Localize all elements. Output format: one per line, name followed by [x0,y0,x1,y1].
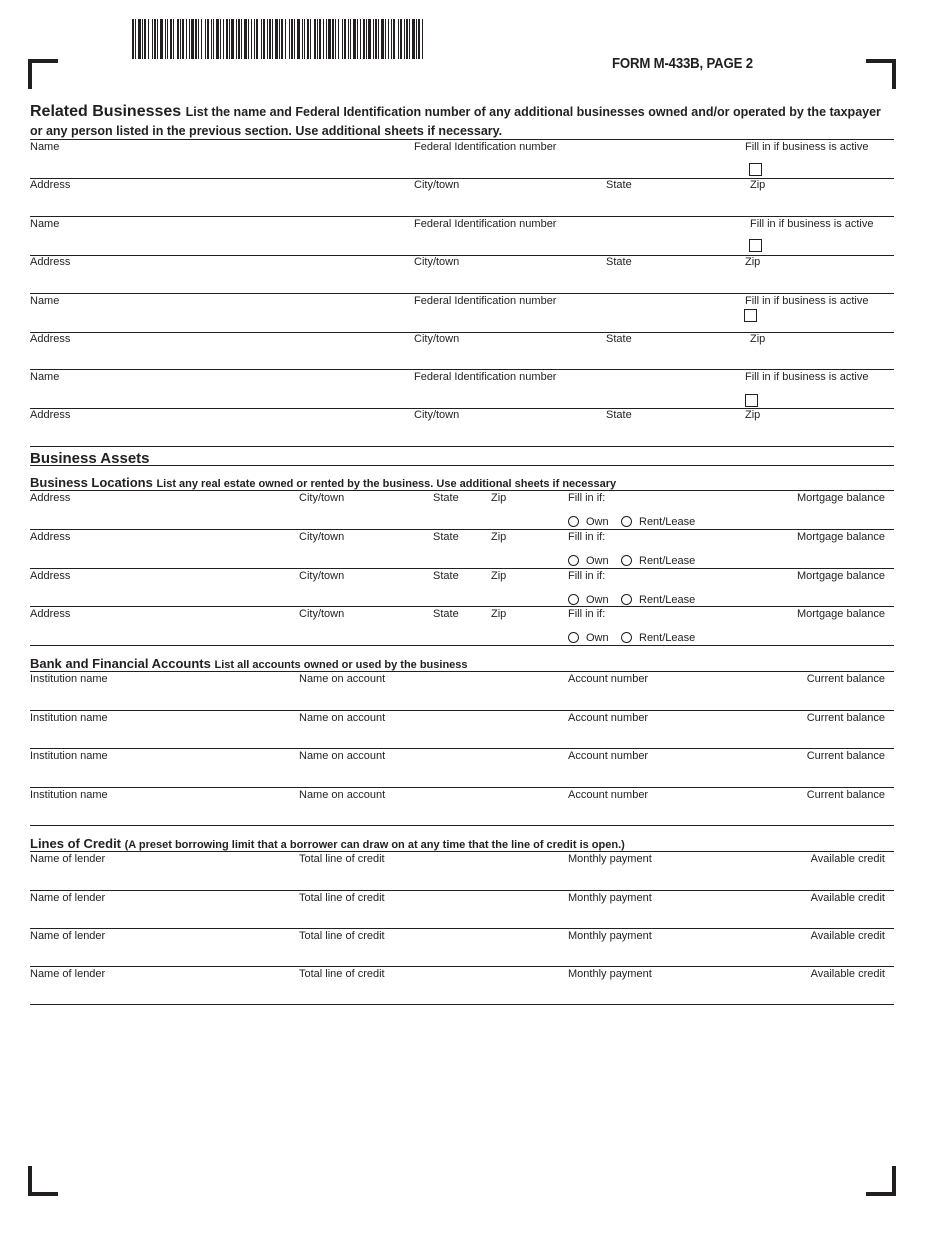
total-credit-label: Total line of credit [299,892,385,904]
state-label: State [433,608,459,620]
institution-name-label: Institution name [30,789,108,801]
address-label: Address [30,608,71,620]
available-credit-label: Available credit [810,892,885,904]
field-rule [30,890,894,891]
lender-label: Name of lender [30,968,106,980]
lender-label: Name of lender [30,892,106,904]
city-label: City/town [299,570,345,582]
related-businesses-title: Related Businesses [30,103,182,120]
business-active-checkbox[interactable] [745,394,758,407]
name-label: Name [30,218,60,230]
related-businesses-desc-2: or any person listed in the previous section. Use additional sheets if necessary. [30,124,503,138]
address-label: Address [30,409,71,421]
corner-mark-top-left [28,59,58,89]
state-label: State [606,409,632,421]
field-rule [30,255,894,256]
field-rule [30,606,894,607]
zip-label: Zip [745,409,761,421]
business-assets-title: Business Assets [30,450,150,467]
zip-label: Zip [491,492,507,504]
account-number-label: Account number [568,789,649,801]
zip-label: Zip [745,256,761,268]
name-on-account-label: Name on account [299,712,386,724]
mortgage-balance-label: Mortgage balance [796,608,885,620]
field-rule [30,1004,894,1005]
name-on-account-label: Name on account [299,750,386,762]
rent-lease-radio[interactable] [621,555,632,566]
account-number-label: Account number [568,673,649,685]
own-radio[interactable] [568,594,579,605]
address-label: Address [30,492,71,504]
available-credit-label: Available credit [810,930,885,942]
mortgage-balance-label: Mortgage balance [796,570,885,582]
monthly-payment-label: Monthly payment [568,930,652,942]
city-label: City/town [299,531,345,543]
fill-in-label: Fill in if: [568,531,606,543]
business-active-checkbox[interactable] [749,163,762,176]
city-label: City/town [414,256,460,268]
monthly-payment-label: Monthly payment [568,968,652,980]
address-label: Address [30,179,71,191]
address-label: Address [30,570,71,582]
own-radio[interactable] [568,632,579,643]
zip-label: Zip [750,179,766,191]
zip-label: Zip [491,608,507,620]
address-label: Address [30,333,71,345]
total-credit-label: Total line of credit [299,853,385,865]
state-label: State [606,256,632,268]
available-credit-label: Available credit [810,968,885,980]
name-label: Name [30,371,60,383]
own-radio[interactable] [568,516,579,527]
corner-mark-bottom-right [866,1166,896,1196]
business-active-checkbox[interactable] [749,239,762,252]
available-credit-label: Available credit [810,853,885,865]
fein-label: Federal Identification number [414,371,557,383]
business-active-label: Fill in if business is active [745,371,869,383]
address-label: Address [30,531,71,543]
field-rule [30,139,894,140]
related-businesses-desc-1: List the name and Federal Identification number of any additional businesses owned and/or operated by the taxpayer [185,105,881,119]
business-locations-heading [30,475,616,490]
business-active-label: Fill in if business is active [745,141,869,153]
current-balance-label: Current balance [806,789,885,801]
field-rule [30,490,894,491]
state-label: State [433,570,459,582]
institution-name-label: Institution name [30,673,108,685]
barcode [132,19,424,59]
name-label: Name [30,141,60,153]
field-rule [30,529,894,530]
mortgage-balance-label: Mortgage balance [796,531,885,543]
rent-lease-label: Rent/Lease [639,632,696,644]
field-rule [30,645,894,646]
own-label: Own [586,632,609,644]
business-locations-title: Business Locations [30,475,153,490]
current-balance-label: Current balance [806,673,885,685]
name-on-account-label: Name on account [299,673,386,685]
own-radio[interactable] [568,555,579,566]
business-active-label: Fill in if business is active [750,218,874,230]
divider [30,446,894,447]
rent-lease-label: Rent/Lease [639,516,696,528]
rent-lease-radio[interactable] [621,594,632,605]
field-rule [30,671,894,672]
city-label: City/town [414,179,460,191]
name-on-account-label: Name on account [299,789,386,801]
business-locations-desc: List any real estate owned or rented by the business. Use additional sheets if necessary [156,478,617,490]
field-rule [30,966,894,967]
lines-of-credit-title: Lines of Credit [30,836,122,851]
account-number-label: Account number [568,712,649,724]
rent-lease-radio[interactable] [621,516,632,527]
lender-label: Name of lender [30,853,106,865]
field-rule [30,825,894,826]
monthly-payment-label: Monthly payment [568,853,652,865]
field-rule [30,369,894,370]
current-balance-label: Current balance [806,750,885,762]
business-active-label: Fill in if business is active [745,295,869,307]
city-label: City/town [299,492,345,504]
fein-label: Federal Identification number [414,141,557,153]
state-label: State [433,492,459,504]
corner-mark-bottom-left [28,1166,58,1196]
lines-of-credit-heading [30,836,625,851]
fill-in-label: Fill in if: [568,570,606,582]
mortgage-balance-label: Mortgage balance [796,492,885,504]
own-label: Own [586,594,609,606]
institution-name-label: Institution name [30,712,108,724]
own-label: Own [586,555,609,567]
fein-label: Federal Identification number [414,295,557,307]
field-rule [30,216,894,217]
zip-label: Zip [750,333,766,345]
form-id: FORM M-433B, PAGE 2 [612,55,753,72]
name-label: Name [30,295,60,307]
related-businesses-heading [30,103,881,121]
city-label: City/town [414,333,460,345]
zip-label: Zip [491,570,507,582]
lender-label: Name of lender [30,930,106,942]
business-active-checkbox[interactable] [744,309,757,322]
field-rule [30,787,894,788]
fein-label: Federal Identification number [414,218,557,230]
state-label: State [433,531,459,543]
city-label: City/town [414,409,460,421]
monthly-payment-label: Monthly payment [568,892,652,904]
field-rule [30,748,894,749]
zip-label: Zip [491,531,507,543]
total-credit-label: Total line of credit [299,968,385,980]
bank-accounts-heading [30,656,468,671]
rent-lease-label: Rent/Lease [639,555,696,567]
city-label: City/town [299,608,345,620]
total-credit-label: Total line of credit [299,930,385,942]
bank-accounts-desc: List all accounts owned or used by the business [214,659,468,671]
bank-accounts-title: Bank and Financial Accounts [30,656,211,671]
account-number-label: Account number [568,750,649,762]
divider [30,465,894,466]
field-rule [30,928,894,929]
fill-in-label: Fill in if: [568,608,606,620]
address-label: Address [30,256,71,268]
state-label: State [606,333,632,345]
current-balance-label: Current balance [806,712,885,724]
lines-of-credit-desc: (A preset borrowing limit that a borrower can draw on at any time that the line of credit is open.) [124,839,625,851]
field-rule [30,851,894,852]
corner-mark-top-right [866,59,896,89]
institution-name-label: Institution name [30,750,108,762]
fill-in-label: Fill in if: [568,492,606,504]
field-rule [30,293,894,294]
state-label: State [606,179,632,191]
rent-lease-radio[interactable] [621,632,632,643]
own-label: Own [586,516,609,528]
rent-lease-label: Rent/Lease [639,594,696,606]
field-rule [30,710,894,711]
field-rule [30,408,894,409]
field-rule [30,568,894,569]
